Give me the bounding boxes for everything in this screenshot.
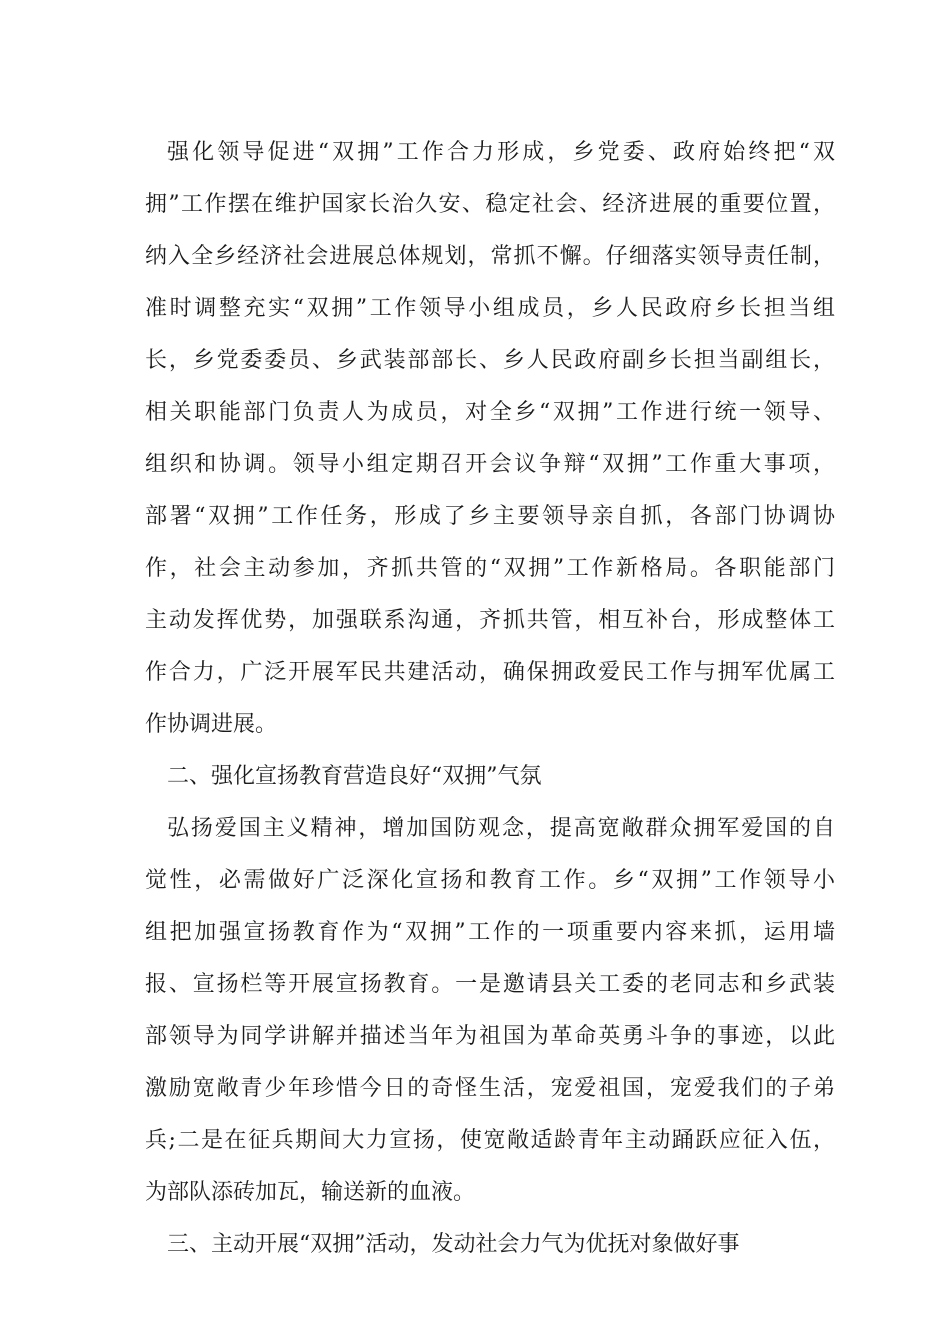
paragraph-line: 组把加强宣扬教育作为“双拥”工作的一项重要内容来抓，运用墙 (145, 920, 835, 945)
paragraph-line: 强化领导促进“双拥”工作合力形成，乡党委、政府始终把“双 (167, 140, 835, 165)
document-body (145, 132, 835, 1276)
paragraph-line: 部署“双拥”工作任务，形成了乡主要领导亲自抓，各部门协调协 (145, 504, 835, 529)
paragraph-line: 相关职能部门负责人为成员，对全乡“双拥”工作进行统一领导、 (145, 400, 835, 425)
paragraph-line: 觉性，必需做好广泛深化宣扬和教育工作。乡“双拥”工作领导小 (145, 868, 835, 893)
paragraph-line: 报、宣扬栏等开展宣扬教育。一是邀请县关工委的老同志和乡武装 (145, 972, 835, 997)
paragraph-line: 为部队添砖加瓦，输送新的血液。 (145, 1180, 476, 1205)
paragraph-publicity (145, 808, 835, 1224)
paragraph-line: 拥”工作摆在维护国家长治久安、稳定社会、经济进展的重要位置， (145, 192, 835, 217)
section-heading-3: 三、主动开展“双拥”活动，发动社会力气为优抚对象做好事 (167, 1232, 740, 1257)
paragraph-line: 纳入全乡经济社会进展总体规划，常抓不懈。仔细落实领导责任制， (145, 244, 835, 269)
paragraph-line: 作，社会主动参加，齐抓共管的“双拥”工作新格局。各职能部门 (145, 556, 835, 581)
paragraph-line: 长，乡党委委员、乡武装部部长、乡人民政府副乡长担当副组长， (145, 348, 835, 373)
section-heading-2: 二、强化宣扬教育营造良好“双拥”气氛 (167, 764, 542, 789)
paragraph-leadership (145, 132, 835, 756)
paragraph-line: 兵;二是在征兵期间大力宣扬，使宽敞适龄青年主动踊跃应征入伍， (145, 1128, 835, 1153)
paragraph-line: 作合力，广泛开展军民共建活动，确保拥政爱民工作与拥军优属工 (145, 660, 835, 685)
paragraph-line: 作协调进展。 (145, 712, 278, 737)
paragraph-line: 部领导为同学讲解并描述当年为祖国为革命英勇斗争的事迹，以此 (145, 1024, 835, 1049)
paragraph-line: 弘扬爱国主义精神，增加国防观念，提高宽敞群众拥军爱国的自 (167, 816, 835, 841)
paragraph-line: 准时调整充实“双拥”工作领导小组成员，乡人民政府乡长担当组 (145, 296, 835, 321)
paragraph-line: 激励宽敞青少年珍惜今日的奇怪生活，宠爱祖国，宠爱我们的子弟 (145, 1076, 835, 1101)
paragraph-line: 组织和协调。领导小组定期召开会议争辩“双拥”工作重大事项， (145, 452, 835, 477)
paragraph-line: 主动发挥优势，加强联系沟通，齐抓共管，相互补台，形成整体工 (145, 608, 835, 633)
